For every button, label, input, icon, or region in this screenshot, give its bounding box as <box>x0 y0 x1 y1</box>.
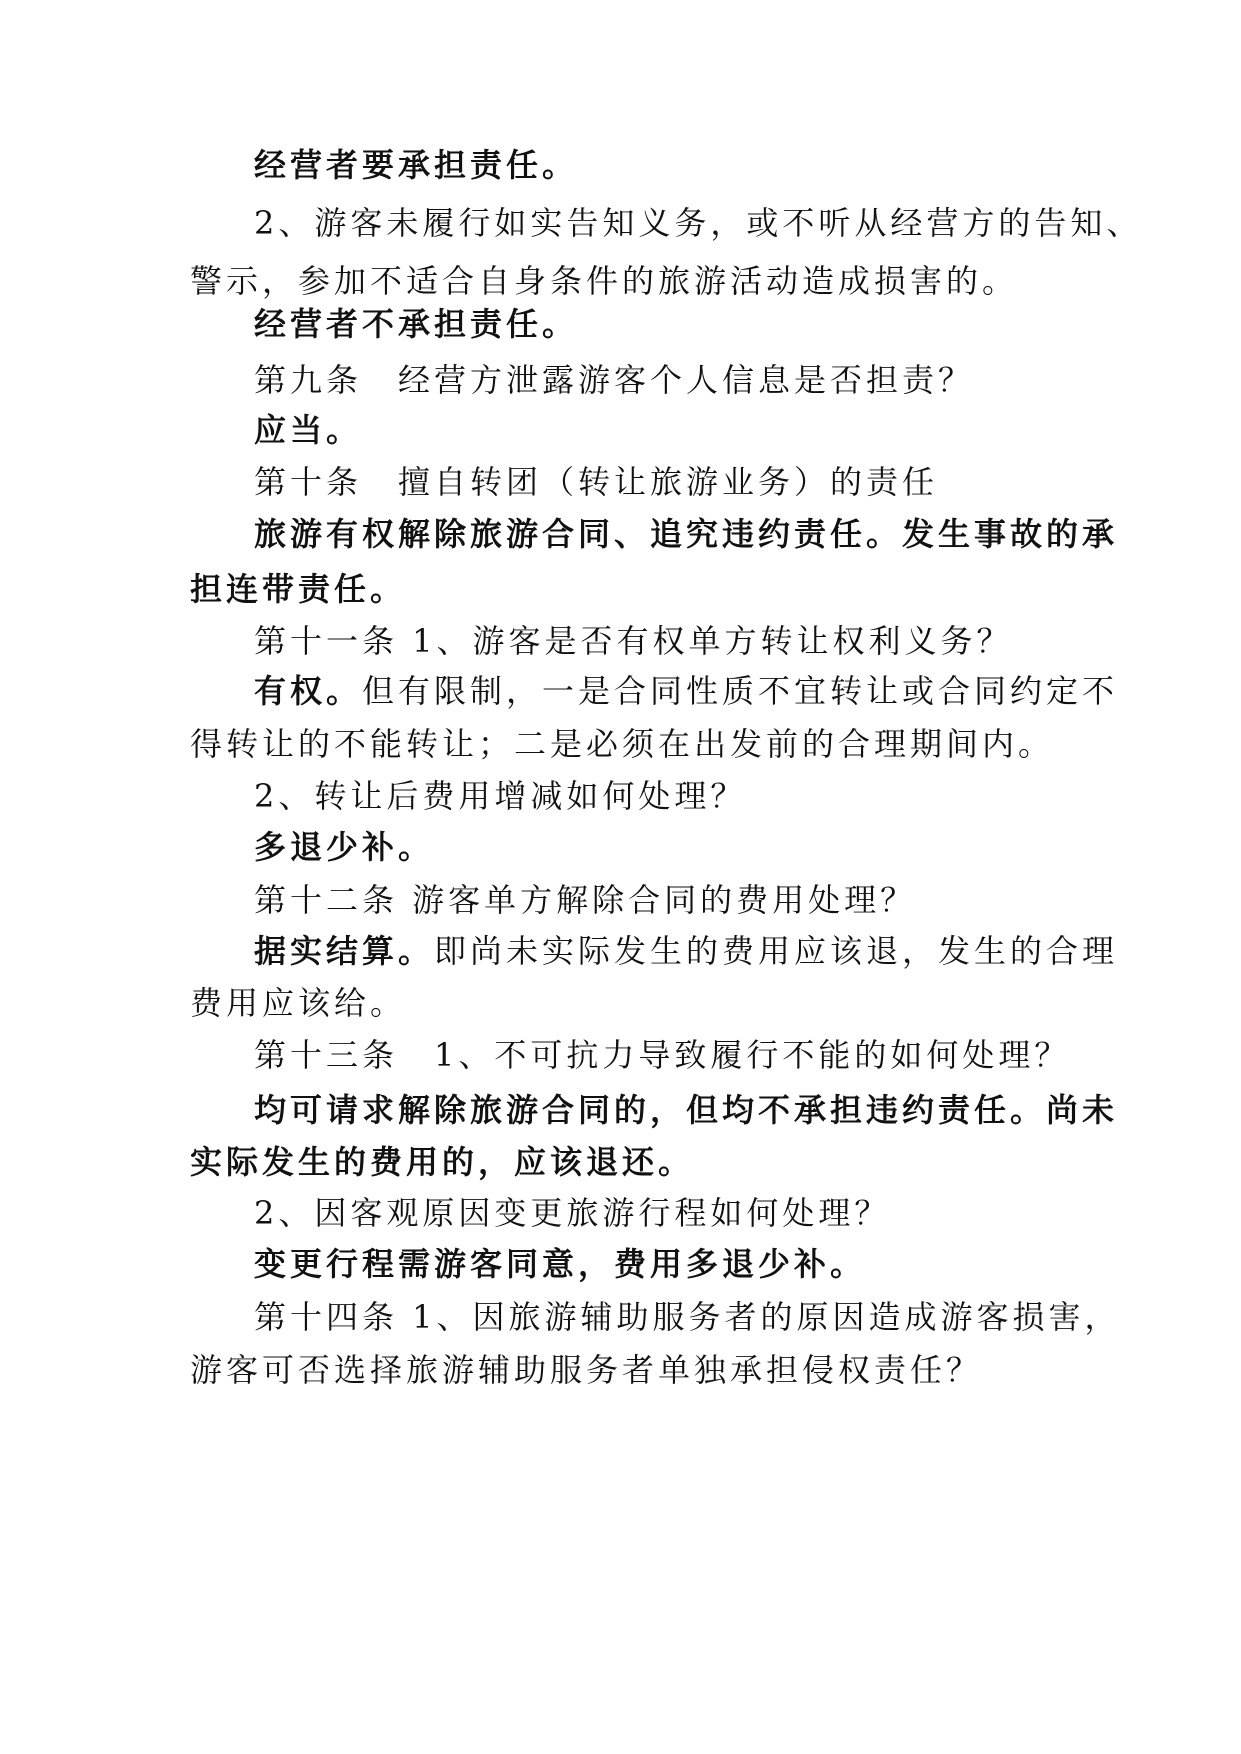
article-9-heading: 第九条 经营方泄露游客个人信息是否担责？ <box>254 361 975 399</box>
question-text: 2、游客未履行如实告知义务，或不听从经营方的告知、 <box>254 204 1143 242</box>
question-text: 2、转让后费用增减如何处理？ <box>254 777 747 815</box>
answer-keyword: 有权。 <box>254 672 363 710</box>
article-11-heading: 第十一条 1、游客是否有权单方转让权利义务？ <box>254 622 1013 660</box>
question-text: 游客可否选择旅游辅助服务者单独承担侵权责任？ <box>190 1351 983 1389</box>
answer-paragraph <box>254 931 1118 971</box>
answer-text: 应当。 <box>254 411 363 449</box>
article-12-heading: 第十二条 游客单方解除合同的费用处理？ <box>254 881 917 919</box>
answer-text: 得转让的不能转让；二是必须在出发前的合理期间内。 <box>190 725 1055 763</box>
answer-paragraph <box>254 671 1118 711</box>
answer-text: 变更行程需游客同意，费用多退少补。 <box>254 1245 867 1283</box>
article-10-heading: 第十条 擅自转团（转让旅游业务）的责任 <box>254 463 939 501</box>
question-text: 警示，参加不适合自身条件的旅游活动造成损害的。 <box>190 262 1019 300</box>
answer-text: 旅游有权解除旅游合同、追究违约责任。发生事故的承 <box>254 515 1119 553</box>
answer-detail: 即尚未实际发生的费用应该退，发生的合理 <box>434 932 1119 970</box>
answer-text: 多退少补。 <box>254 828 435 866</box>
answer-text: 经营者要承担责任。 <box>254 146 579 184</box>
answer-text: 均可请求解除旅游合同的，但均不承担违约责任。尚未 <box>254 1091 1119 1129</box>
article-14-heading: 第十四条 1、因旅游辅助服务者的原因造成游客损害， <box>254 1298 1121 1336</box>
answer-text: 费用应该给。 <box>190 984 407 1022</box>
answer-text: 实际发生的费用的，应该退还。 <box>190 1143 695 1181</box>
question-text: 2、因客观原因变更旅游行程如何处理？ <box>254 1194 891 1232</box>
answer-text: 担连带责任。 <box>190 570 407 608</box>
answer-text: 经营者不承担责任。 <box>254 305 579 343</box>
answer-keyword: 据实结算。 <box>254 932 435 970</box>
article-13-heading: 第十三条 1、不可抗力导致履行不能的如何处理？ <box>254 1036 1071 1074</box>
answer-detail: 但有限制，一是合同性质不宜转让或合同约定不 <box>362 672 1119 710</box>
